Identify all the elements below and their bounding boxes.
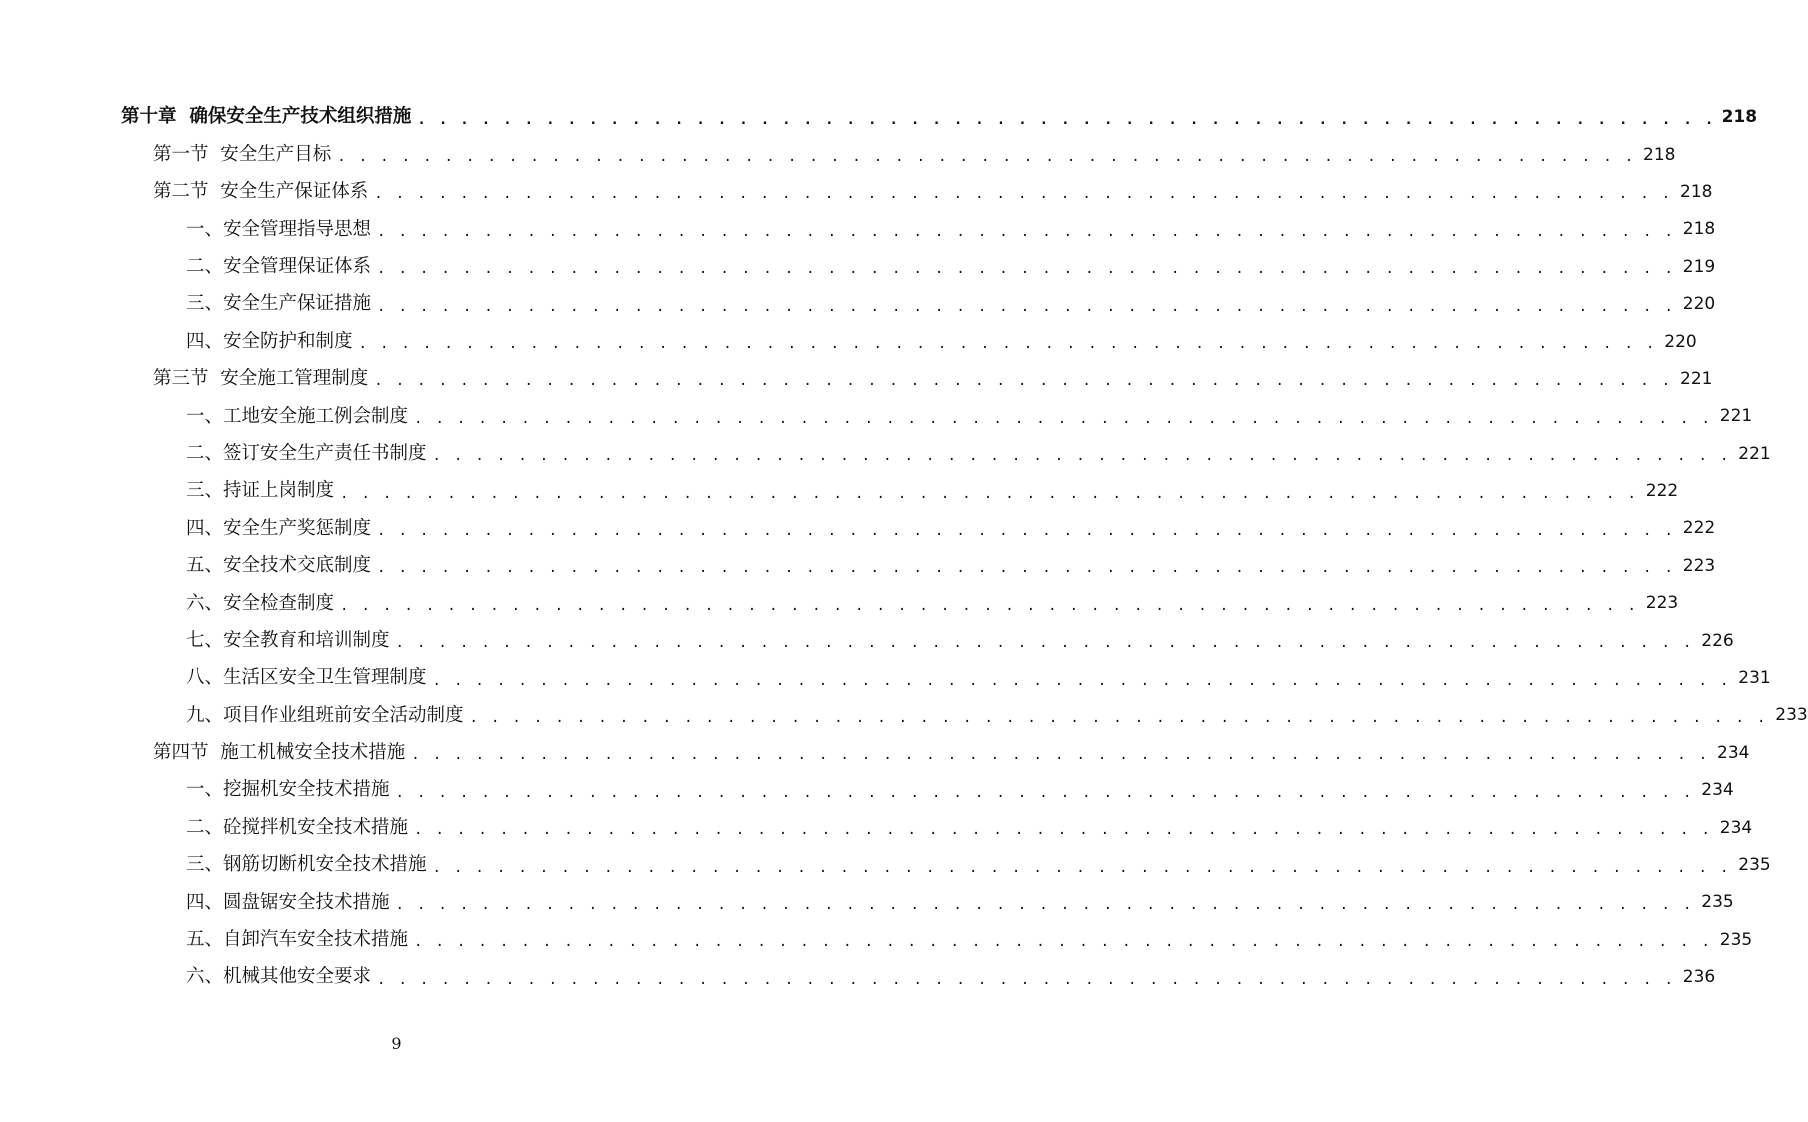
toc-entry-page: 223 — [1645, 593, 1679, 614]
toc-subsection-entry[interactable] — [0, 473, 1679, 510]
toc-entry-page: 219 — [1682, 256, 1716, 277]
toc-entry-title: 六、安全检查制度 — [186, 592, 335, 614]
toc-entry-page: 235 — [1701, 892, 1734, 913]
toc-entry-title: 第四节 施工机械安全技术措施 — [153, 742, 406, 764]
toc-dot-leader: . . . . . . . . . . . . . . . . . . . . . . . . . . . . . . . . . . . . . . . . . . . . . . . . . . . . . . . . . . . . . — [395, 784, 1694, 801]
toc-entry-page: 234 — [1717, 742, 1750, 763]
toc-dot-leader: . . . . . . . . . . . . . . . . . . . . . . . . . . . . . . . . . . . . . . . . . . . . . . . . . . . . . . . . . . . . . — [340, 597, 1639, 614]
toc-subsection-entry[interactable] — [0, 660, 1771, 697]
toc-subsection-entry[interactable] — [0, 622, 1734, 659]
toc-entry-title: 八、生活区安全卫生管理制度 — [186, 667, 427, 689]
toc-entry-title: 五、自卸汽车安全技术措施 — [186, 929, 409, 951]
toc-dot-leader: . . . . . . . . . . . . . . . . . . . . . . . . . . . . . . . . . . . . . . . . . . . . . . . . . . . . . . . . . . . . . — [411, 747, 1710, 764]
toc-entry-title: 三、钢筋切断机安全技术措施 — [186, 854, 427, 876]
toc-dot-leader: . . . . . . . . . . . . . . . . . . . . . . . . . . . . . . . . . . . . . . . . . . . . . . . . . . . . . . . . . . . . . — [377, 971, 1676, 988]
toc-dot-leader: . . . . . . . . . . . . . . . . . . . . . . . . . . . . . . . . . . . . . . . . . . . . . . . . . . . . . . . . . . . . . — [337, 149, 1636, 166]
toc-entry-title: 九、项目作业组班前安全活动制度 — [186, 704, 464, 726]
toc-section-entry[interactable] — [0, 136, 1676, 173]
toc-entry-title: 一、安全管理指导思想 — [186, 218, 372, 240]
toc-entry-page: 218 — [1643, 144, 1676, 165]
toc-entry-title: 第十章 确保安全生产技术组织措施 — [121, 106, 412, 128]
toc-subsection-entry[interactable] — [0, 959, 1716, 996]
toc-section-entry[interactable] — [0, 735, 1750, 772]
toc-dot-leader: . . . . . . . . . . . . . . . . . . . . . . . . . . . . . . . . . . . . . . . . . . . . . . . . . . . . . . . . . . . . . — [469, 709, 1768, 726]
toc-dot-leader: . . . . . . . . . . . . . . . . . . . . . . . . . . . . . . . . . . . . . . . . . . . . . . . . . . . . . . . . . . . . . — [377, 560, 1676, 577]
toc-entry-page: 236 — [1682, 967, 1716, 988]
toc-entry-page: 222 — [1645, 481, 1679, 502]
toc-entry-page: 220 — [1664, 331, 1697, 352]
toc-entry-title: 二、签订安全生产责任书制度 — [186, 442, 427, 464]
toc-subsection-entry[interactable] — [0, 398, 1753, 435]
toc-subsection-entry[interactable] — [0, 585, 1679, 622]
toc-dot-leader: . . . . . . . . . . . . . . . . . . . . . . . . . . . . . . . . . . . . . . . . . . . . . . . . . . . . . . . . . . . . . — [340, 485, 1639, 502]
toc-subsection-entry[interactable] — [0, 884, 1734, 921]
toc-entry-page: 218 — [1680, 181, 1713, 202]
toc-entry-page: 218 — [1721, 107, 1758, 128]
toc-entry-page: 231 — [1738, 668, 1771, 689]
toc-dot-leader: . . . . . . . . . . . . . . . . . . . . . . . . . . . . . . . . . . . . . . . . . . . . . . . . . . . . . . . . . . . . . — [374, 373, 1673, 390]
toc-entry-page: 221 — [1738, 443, 1771, 464]
toc-entry-title: 七、安全教育和培训制度 — [186, 629, 390, 651]
toc-entry-title: 一、挖掘机安全技术措施 — [186, 779, 390, 801]
toc-dot-leader: . . . . . . . . . . . . . . . . . . . . . . . . . . . . . . . . . . . . . . . . . . . . . . . . . . . . . . . . . . . . . — [414, 822, 1713, 839]
toc-entry-page: 234 — [1719, 817, 1753, 838]
toc-subsection-entry[interactable] — [0, 323, 1697, 360]
toc-subsection-entry[interactable] — [0, 809, 1753, 846]
toc-subsection-entry[interactable] — [0, 772, 1734, 809]
toc-dot-leader: . . . . . . . . . . . . . . . . . . . . . . . . . . . . . . . . . . . . . . . . . . . . . . . . . . . . . . . . . . . . . — [358, 336, 1657, 353]
toc-entry-page: 220 — [1682, 294, 1716, 315]
toc-entry-title: 六、机械其他安全要求 — [186, 966, 372, 988]
toc-entry-title: 五、安全技术交底制度 — [186, 555, 372, 577]
toc-entry-title: 四、安全生产奖惩制度 — [186, 517, 372, 539]
toc-subsection-entry[interactable] — [0, 847, 1771, 884]
toc-dot-leader: . . . . . . . . . . . . . . . . . . . . . . . . . . . . . . . . . . . . . . . . . . . . . . . . . . . . . . . . . . . . . — [395, 635, 1694, 652]
toc-subsection-entry[interactable] — [0, 249, 1716, 286]
toc-entry-page: 218 — [1682, 219, 1716, 240]
toc-dot-leader: . . . . . . . . . . . . . . . . . . . . . . . . . . . . . . . . . . . . . . . . . . . . . . . . . . . . . . . . . . . . . — [377, 261, 1676, 278]
toc-subsection-entry[interactable] — [0, 697, 1808, 734]
toc-entry-title: 第一节 安全生产目标 — [153, 143, 332, 165]
toc-dot-leader: . . . . . . . . . . . . . . . . . . . . . . . . . . . . . . . . . . . . . . . . . . . . . . . . . . . . . . . . . . . . . — [377, 298, 1676, 315]
table-of-contents — [0, 99, 1808, 996]
page-number: 9 — [391, 1034, 402, 1053]
toc-entry-title: 二、安全管理保证体系 — [186, 256, 372, 277]
toc-subsection-entry[interactable] — [0, 922, 1753, 959]
toc-subsection-entry[interactable] — [0, 286, 1716, 323]
toc-chapter-entry[interactable] — [0, 99, 1758, 136]
toc-entry-page: 233 — [1775, 705, 1808, 726]
toc-entry-title: 第二节 安全生产保证体系 — [153, 181, 369, 203]
toc-subsection-entry[interactable] — [0, 510, 1716, 547]
toc-subsection-entry[interactable] — [0, 548, 1716, 585]
toc-entry-page: 223 — [1682, 555, 1716, 576]
toc-dot-leader: . . . . . . . . . . . . . . . . . . . . . . . . . . . . . . . . . . . . . . . . . . . . . . . . . . . . . . . . . . . . . — [432, 859, 1731, 876]
toc-dot-leader: . . . . . . . . . . . . . . . . . . . . . . . . . . . . . . . . . . . . . . . . . . . . . . . . . . . . . . . . . . . . . — [377, 522, 1676, 539]
toc-entry-page: 226 — [1701, 630, 1734, 651]
toc-entry-title: 三、安全生产保证措施 — [186, 293, 372, 315]
toc-entry-page: 235 — [1738, 855, 1771, 875]
toc-subsection-entry[interactable] — [0, 211, 1716, 248]
toc-dot-leader: . . . . . . . . . . . . . . . . . . . . . . . . . . . . . . . . . . . . . . . . . . . . . . . . . . . . . . . . . . . . . — [377, 223, 1676, 240]
toc-dot-leader: . . . . . . . . . . . . . . . . . . . . . . . . . . . . . . . . . . . . . . . . . . . . . . . . . . . . . . . . . . . . . — [395, 896, 1694, 913]
toc-section-entry[interactable] — [0, 361, 1713, 398]
toc-subsection-entry[interactable] — [0, 436, 1771, 473]
toc-dot-leader: . . . . . . . . . . . . . . . . . . . . . . . . . . . . . . . . . . . . . . . . . . . . . . . . . . . . . . . . . . . . . — [374, 186, 1673, 203]
toc-entry-page: 234 — [1701, 780, 1734, 801]
toc-entry-title: 三、持证上岗制度 — [186, 480, 335, 502]
toc-entry-page: 222 — [1682, 518, 1716, 539]
toc-entry-title: 四、圆盘锯安全技术措施 — [186, 891, 390, 913]
toc-entry-title: 一、工地安全施工例会制度 — [186, 405, 409, 427]
toc-entry-title: 第三节 安全施工管理制度 — [153, 368, 369, 390]
toc-entry-title: 四、安全防护和制度 — [186, 330, 353, 352]
toc-entry-title: 二、砼搅拌机安全技术措施 — [186, 816, 409, 838]
toc-dot-leader: . . . . . . . . . . . . . . . . . . . . . . . . . . . . . . . . . . . . . . . . . . . . . . . . . . . . . . . . . . . . . — [414, 410, 1713, 427]
toc-dot-leader: . . . . . . . . . . . . . . . . . . . . . . . . . . . . . . . . . . . . . . . . . . . . . . . . . . . . . . . . . . . . . — [432, 448, 1731, 465]
toc-entry-page: 221 — [1680, 368, 1713, 389]
toc-entry-page: 221 — [1719, 406, 1753, 427]
toc-entry-page: 235 — [1719, 929, 1753, 950]
toc-dot-leader: . . . . . . . . . . . . . . . . . . . . . . . . . . . . . . . . . . . . . . . . . . . . . . . . . . . . . . . . . . . . . — [414, 934, 1713, 951]
toc-section-entry[interactable] — [0, 174, 1713, 211]
toc-dot-leader: . . . . . . . . . . . . . . . . . . . . . . . . . . . . . . . . . . . . . . . . . . . . . . . . . . . . . . . . . . . . . — [432, 672, 1731, 689]
toc-dot-leader: . . . . . . . . . . . . . . . . . . . . . . . . . . . . . . . . . . . . . . . . . . . . . . . . . . . . . . . . . . . . . — [417, 111, 1716, 128]
